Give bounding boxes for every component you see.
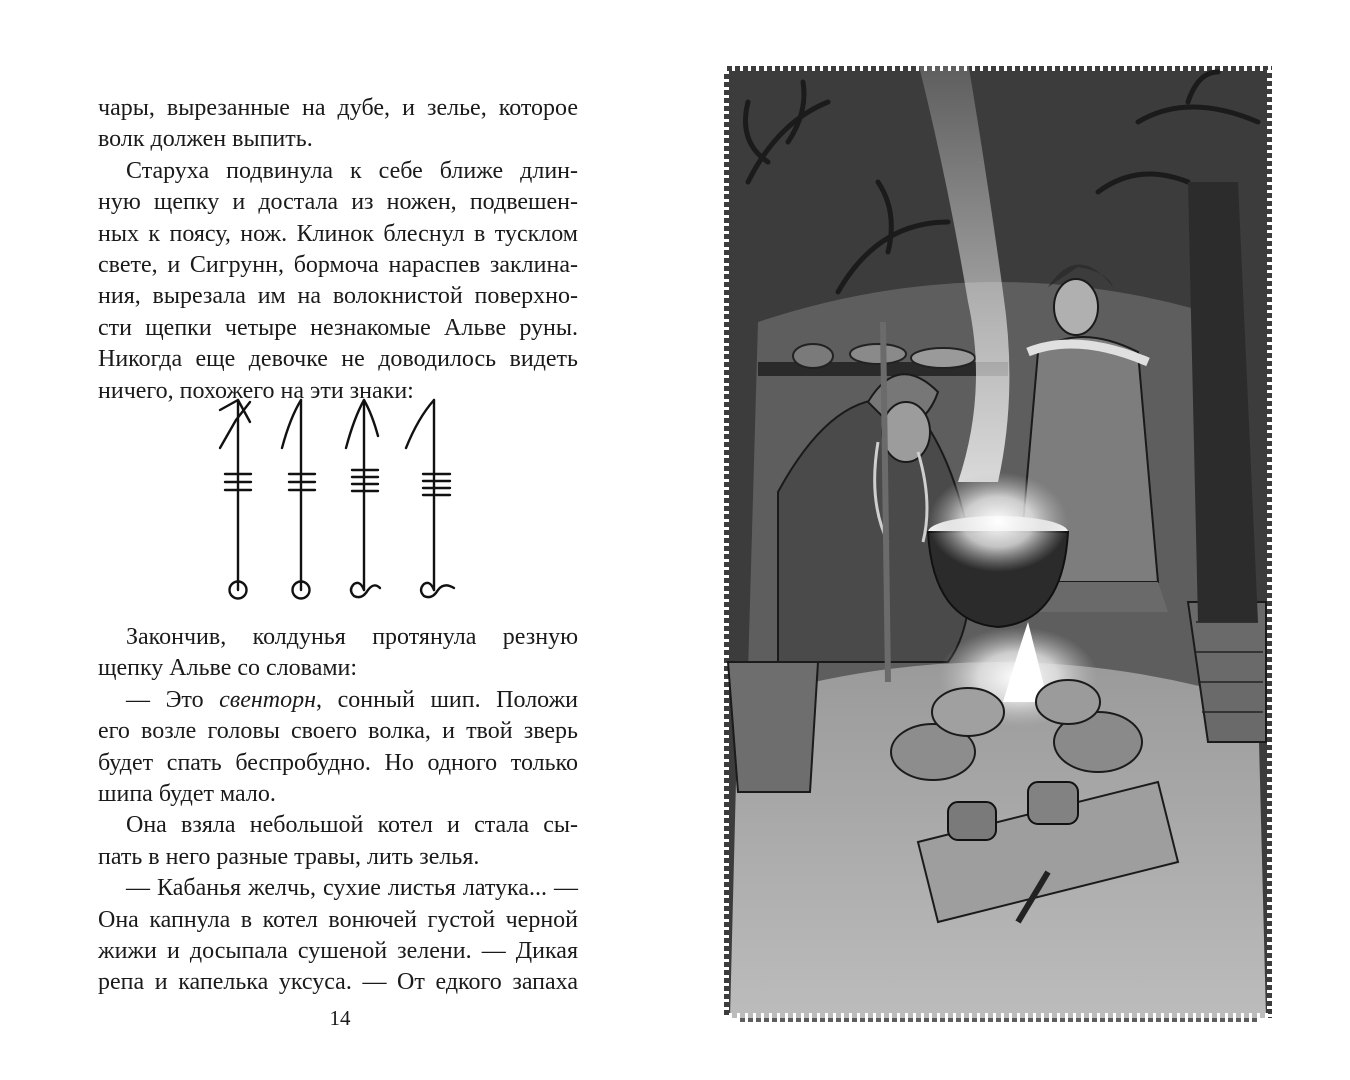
text-line: свете, и Сигрунн, бормоча нараспев заклина- xyxy=(98,252,578,279)
dialogue-text: , сонный шип. Положи xyxy=(316,686,578,713)
text-line: Никогда еще девочке не доводилось видеть xyxy=(98,346,578,373)
page-number: 14 xyxy=(329,1006,351,1030)
text-line xyxy=(98,685,578,716)
italic-word: свенторн xyxy=(219,686,317,713)
paragraph-2 xyxy=(98,156,578,407)
text-line: ную щепку и достала из ножен, подвешен- xyxy=(98,189,578,216)
rune-2 xyxy=(282,400,315,599)
paragraph-3 xyxy=(98,622,578,685)
text-line: чары, вырезанные на дубе, и зелье, которое xyxy=(98,95,578,121)
rune-1 xyxy=(220,400,251,599)
text-line: — Кабанья желчь, сухие листья латука... — xyxy=(126,875,578,902)
text-line: будет спать беспробудно. Но одного только xyxy=(98,749,578,776)
text-line: Закончив, колдунья протянула резную xyxy=(126,624,578,650)
paragraph-5 xyxy=(98,810,578,873)
paragraph-4 xyxy=(98,685,578,811)
runes-drawing xyxy=(98,390,578,620)
text-block-top xyxy=(98,93,578,407)
text-line: ных к поясу, нож. Клинок блеснул в тусклом xyxy=(98,220,578,247)
text-line: щепку Альве со словами: xyxy=(98,655,358,682)
paragraph-1 xyxy=(98,93,578,156)
illustration xyxy=(718,62,1278,1022)
text-line: его возле головы своего волка, и твой зверь xyxy=(98,718,578,745)
text-line: пать в него разные травы, лить зелья. xyxy=(98,843,480,870)
text-line: Она взяла небольшой котел и стала сы- xyxy=(126,812,578,839)
rune-3 xyxy=(346,400,380,597)
text-line: шипа будет мало. xyxy=(98,781,276,808)
rune-4 xyxy=(406,400,454,597)
dialogue-text: — Это xyxy=(126,686,220,713)
paragraph-6 xyxy=(98,873,578,999)
text-line: репа и капелька уксуса. — От едкого запаха xyxy=(98,969,578,996)
witch-hut-scene xyxy=(718,62,1278,1022)
text-line: Старуха подвинула к себе ближе длин- xyxy=(126,157,578,184)
text-block-bottom xyxy=(98,622,578,999)
text-line: волк должен выпить. xyxy=(98,126,313,153)
text-line: сти щепки четыре незнакомые Альве руны. xyxy=(98,314,578,341)
text-line: жижи и досыпала сушеной зелени. — Дикая xyxy=(98,938,578,965)
text-line: ничего, похожего на эти знаки: xyxy=(98,377,414,404)
text-line: ния, вырезала им на волокнистой поверхно- xyxy=(98,283,578,310)
runes-figure xyxy=(98,390,578,620)
text-line: Она капнула в котел вонючей густой черной xyxy=(98,906,578,933)
